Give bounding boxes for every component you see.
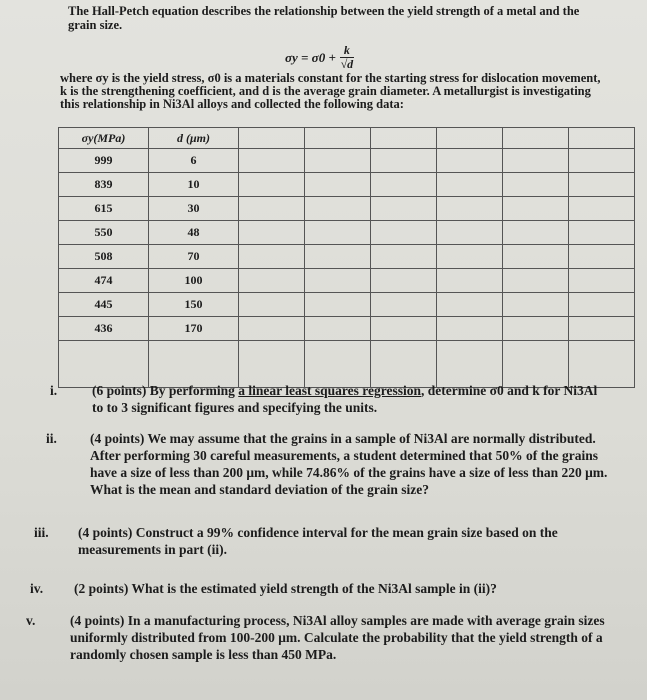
question-text	[92, 382, 607, 416]
equation-numerator: k	[340, 44, 354, 58]
table-row	[59, 269, 635, 293]
table-row	[59, 197, 635, 221]
cell-yield-stress: 436	[59, 317, 149, 341]
cell-grain-diameter: 6	[149, 149, 239, 173]
cell-yield-stress: 999	[59, 149, 149, 173]
equation-lhs: σy = σ0 +	[285, 49, 336, 65]
question-i	[50, 382, 610, 422]
header-yield-stress: σy(MPa)	[59, 128, 149, 149]
equation-denominator: √d	[340, 57, 354, 71]
hall-petch-equation	[285, 44, 354, 71]
cell-grain-diameter: 48	[149, 221, 239, 245]
cell-grain-diameter: 100	[149, 269, 239, 293]
intro-text: The Hall-Petch equation describes the relationship between the yield strength of a metal and the grain size.	[68, 4, 580, 32]
header-empty	[305, 128, 371, 149]
question-text: (4 points) Construct a 99% confidence interval for the mean grain size based on the measurements in part (ii).	[78, 525, 558, 557]
data-table	[58, 127, 635, 388]
cell-grain-diameter: 10	[149, 173, 239, 197]
question-text-underlined: a linear least squares regression	[238, 383, 422, 398]
question-number: i.	[50, 383, 58, 398]
cell-grain-diameter: 150	[149, 293, 239, 317]
equation-fraction	[340, 44, 354, 71]
table-row-empty	[59, 341, 635, 388]
cell-yield-stress: 839	[59, 173, 149, 197]
question-text: (4 points) We may assume that the grains in a sample of Ni3Al are normally distributed. After performing 30 careful measurements, a student determined that 50% of the grains have a size of less than 200 μm, while 74.86% of the grains have a size of less than 220 μm. What is the mean and standard deviation of the grain size?	[90, 431, 608, 497]
question-text-prefix: (6 points) By performing	[92, 383, 239, 398]
question-number: iv.	[30, 581, 44, 596]
header-empty	[371, 128, 437, 149]
header-empty	[569, 128, 635, 149]
definitions-text: where σy is the yield stress, σ0 is a materials constant for the starting stress for dislocation movement, k is the strengthening coefficient, and d is the average grain diameter. A metallurgist is investigating this relationship in Ni3Al alloys and collected the following data:	[60, 71, 601, 111]
question-text: (2 points) What is the estimated yield strength of the Ni3Al sample in (ii)?	[74, 581, 497, 596]
table-row	[59, 293, 635, 317]
header-empty	[239, 128, 305, 149]
header-grain-diameter: d (μm)	[149, 128, 239, 149]
table-header-row	[59, 128, 635, 149]
header-empty	[437, 128, 503, 149]
question-text: (4 points) In a manufacturing process, Ni3Al alloy samples are made with average grain sizes uniformly distributed from 100-200 μm. Calculate the probability that the yield strength of a randomly chosen sample is less than 450 MPa.	[70, 613, 605, 662]
question-v	[26, 612, 616, 687]
question-number: iii.	[34, 525, 49, 540]
question-iv	[30, 580, 615, 602]
question-iii	[34, 524, 614, 564]
table-row	[59, 221, 635, 245]
table-row	[59, 245, 635, 269]
cell-yield-stress: 550	[59, 221, 149, 245]
cell-grain-diameter: 70	[149, 245, 239, 269]
header-empty	[503, 128, 569, 149]
cell-yield-stress: 474	[59, 269, 149, 293]
table-row	[59, 317, 635, 341]
cell-yield-stress: 615	[59, 197, 149, 221]
table-row	[59, 149, 635, 173]
cell-grain-diameter: 170	[149, 317, 239, 341]
table-row	[59, 173, 635, 197]
cell-yield-stress: 508	[59, 245, 149, 269]
question-ii	[46, 430, 616, 518]
question-number: v.	[26, 613, 36, 628]
question-number: ii.	[46, 431, 57, 446]
cell-yield-stress: 445	[59, 293, 149, 317]
question-text-suffix: , determine σ0 and k for Ni3Al to to 3 significant figures and specifying the units.	[92, 383, 598, 415]
cell-grain-diameter: 30	[149, 197, 239, 221]
